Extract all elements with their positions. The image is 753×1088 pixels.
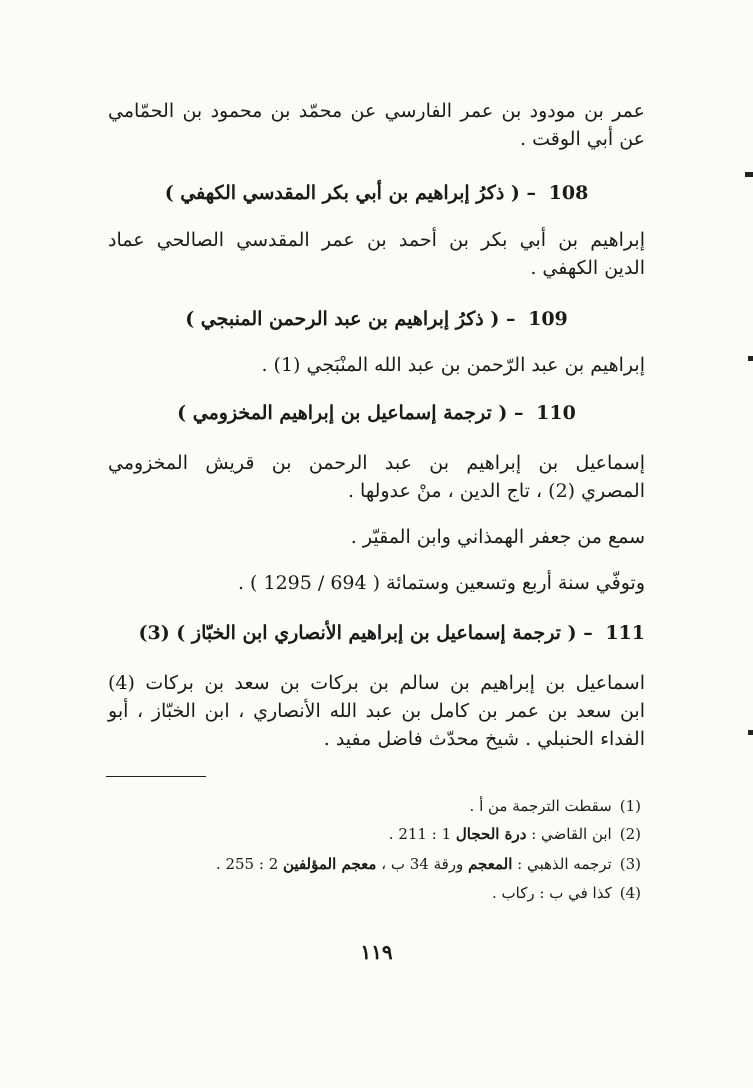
entry-line: إسماعيل بن إبراهيم بن عبد الرحمن بن قريش المخزومي <box>108 452 645 474</box>
body-line: عمر بن مودود بن عمر الفارسي عن محمّد بن محمود بن الحمّامي <box>108 100 645 122</box>
entry-title: ( ترجمة إسماعيل بن إبراهيم الأنصاري ابن الخبّاز ) (3) <box>138 622 577 644</box>
entry-line: الفداء الحنبلي . شيخ محدّث فاضل مفيد . <box>323 728 645 750</box>
footnote-separator <box>106 776 206 777</box>
footnote-mark: (3) <box>619 855 641 873</box>
footnote-source-title: المعجم <box>468 855 513 873</box>
entry-line: ابن سعد بن عمر بن كامل بن عبد الله الأنصاري ، ابن الخبّاز ، أبو <box>108 700 645 722</box>
margin-mark <box>745 172 753 177</box>
footnote-mark: (2) <box>619 825 641 843</box>
footnote-text: 1 : 211 . <box>388 825 456 843</box>
footnote <box>470 797 641 815</box>
entry-number: 111 <box>605 622 645 644</box>
body-line: عن أبي الوقت . <box>520 128 645 150</box>
margin-mark <box>748 730 753 735</box>
entry-heading: 108 – ( ذكرُ إبراهيم بن أبي بكر المقدسي الكهفي ) <box>164 182 589 204</box>
footnote <box>492 884 641 902</box>
footnote-text: ورقة 34 ب ، <box>376 855 469 873</box>
footnote-text: ترجمه الذهبي : <box>512 855 612 873</box>
entry-heading: 109 – ( ذكرُ إبراهيم بن عبد الرحمن المنبجي ) <box>185 308 568 330</box>
entry-heading: 110 – ( ترجمة إسماعيل بن إبراهيم المخزومي ) <box>177 402 576 424</box>
entry-title: ( ترجمة إسماعيل بن إبراهيم المخزومي ) <box>177 402 508 424</box>
footnote <box>216 855 641 873</box>
entry-title: ( ذكرُ إبراهيم بن عبد الرحمن المنبجي ) <box>185 308 500 330</box>
page-number: ١١٩ <box>360 940 393 964</box>
footnote-text: ابن القاضي : <box>526 825 612 843</box>
entry-line: الدين الكهفي . <box>530 257 645 279</box>
entry-number: 109 <box>528 308 568 330</box>
footnote-mark: (4) <box>619 884 641 902</box>
entry-heading: 111 – ( ترجمة إسماعيل بن إبراهيم الأنصاري ابن الخبّاز ) (3) <box>138 622 645 644</box>
entry-title: ( ذكرُ إبراهيم بن أبي بكر المقدسي الكهفي ) <box>164 182 520 204</box>
entry-line: وتوفّي سنة أربع وتسعين وستمائة ( 694 / 1295 ) . <box>237 572 645 594</box>
margin-mark <box>748 356 753 361</box>
footnote-source-title: درة الحجال <box>455 825 527 843</box>
entry-line: المصري (2) ، تاج الدين ، منْ عدولها . <box>347 480 645 502</box>
footnote-text: سقطت الترجمة من أ . <box>469 797 612 815</box>
entry-line: سمع من جعفر الهمذاني وابن المقيّر . <box>350 526 645 548</box>
footnote <box>389 825 641 843</box>
footnote-source-title: معجم المؤلفين <box>283 855 377 873</box>
footnote-text: كذا في ب : ركاب . <box>492 884 612 902</box>
entry-line: اسماعيل بن إبراهيم بن سالم بن بركات بن سعد بن بركات (4) <box>108 672 645 694</box>
entry-number: 108 <box>548 182 589 204</box>
entry-number: 110 <box>536 402 576 424</box>
footnote-text: 2 : 255 . <box>215 855 284 873</box>
footnote-mark: (1) <box>619 797 641 815</box>
entry-line: إبراهيم بن عبد الرّحمن بن عبد الله المنْبَجي (1) . <box>261 354 645 376</box>
entry-line: إبراهيم بن أبي بكر بن أحمد بن عمر المقدسي الصالحي عماد <box>108 229 645 251</box>
